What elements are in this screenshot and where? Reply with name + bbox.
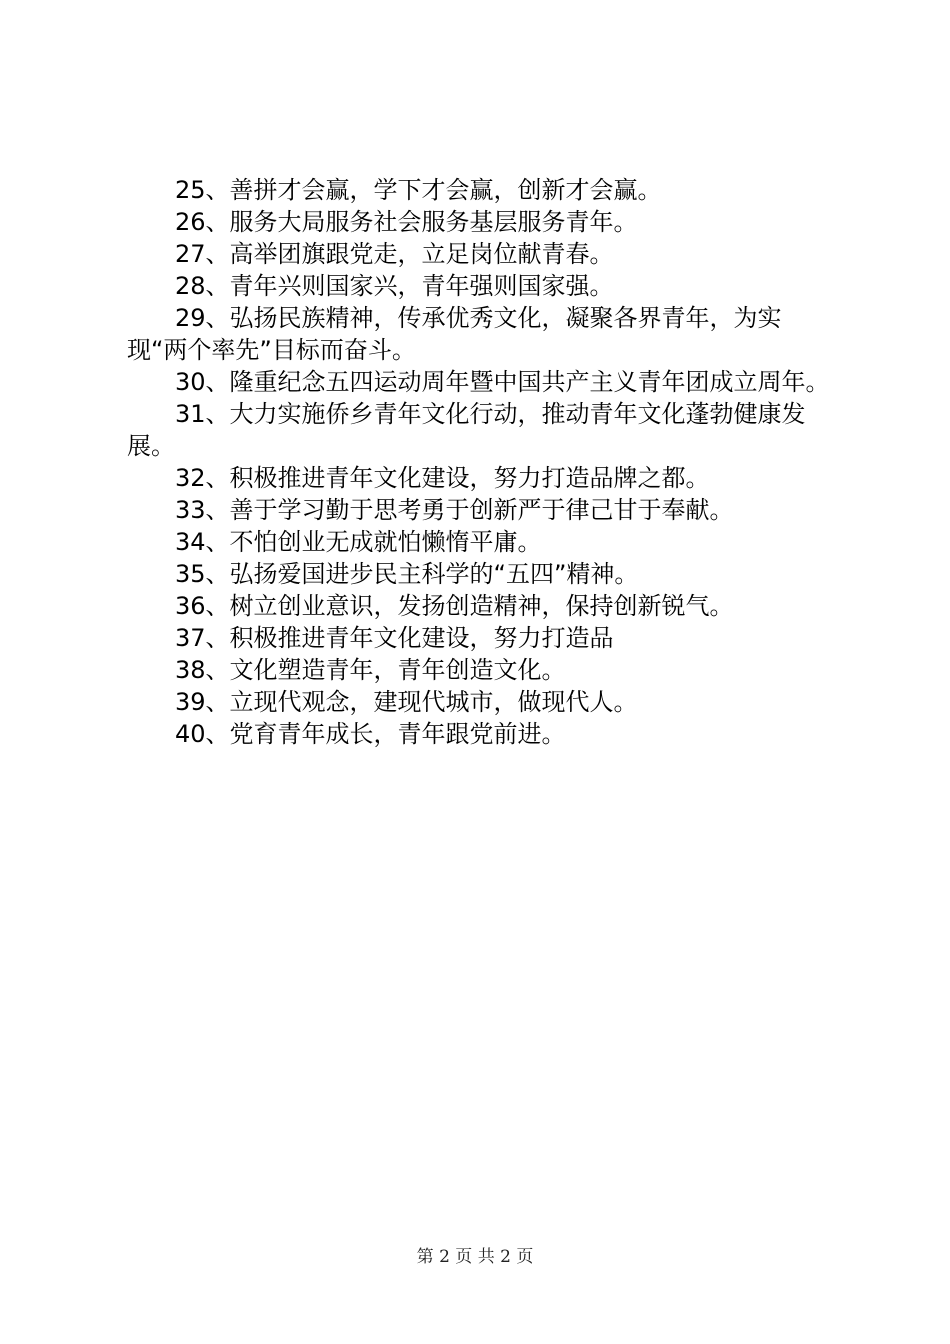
slogan-item-25: 25、善拼才会赢，学下才会赢，创新才会赢。: [175, 176, 662, 204]
slogan-item-39: 39、立现代观念，建现代城市，做现代人。: [175, 688, 638, 716]
slogan-item-29: 29、弘扬民族精神，传承优秀文化，凝聚各界青年，为实现“两个率先”目标而奋斗。: [127, 304, 782, 364]
slogan-item-26: 26、服务大局服务社会服务基层服务青年。: [175, 208, 638, 236]
slogan-item-30: 30、隆重纪念五四运动周年暨中国共产主义青年团成立周年。: [175, 368, 830, 396]
slogan-item-40: 40、党育青年成长，青年跟党前进。: [175, 720, 566, 748]
slogan-item-34: 34、不怕创业无成就怕懒惰平庸。: [175, 528, 542, 556]
page-number-footer: 第 2 页 共 2 页: [416, 1247, 534, 1267]
slogan-item-36: 36、树立创业意识，发扬创造精神，保持创新锐气。: [175, 592, 734, 620]
slogan-item-33: 33、善于学习勤于思考勇于创新严于律己甘于奉献。: [175, 496, 734, 524]
slogan-item-32: 32、积极推进青年文化建设，努力打造品牌之都。: [175, 464, 710, 492]
slogan-item-35: 35、弘扬爱国进步民主科学的“五四”精神。: [175, 560, 639, 588]
slogan-item-38: 38、文化塑造青年，青年创造文化。: [175, 656, 566, 684]
slogan-item-31: 31、大力实施侨乡青年文化行动，推动青年文化蓬勃健康发展。: [127, 400, 806, 460]
slogan-item-28: 28、青年兴则国家兴，青年强则国家强。: [175, 272, 614, 300]
slogan-item-27: 27、高举团旗跟党走，立足岗位献青春。: [175, 240, 614, 268]
slogan-list: [127, 174, 837, 750]
slogan-item-37: 37、积极推进青年文化建设，努力打造品: [175, 624, 614, 652]
